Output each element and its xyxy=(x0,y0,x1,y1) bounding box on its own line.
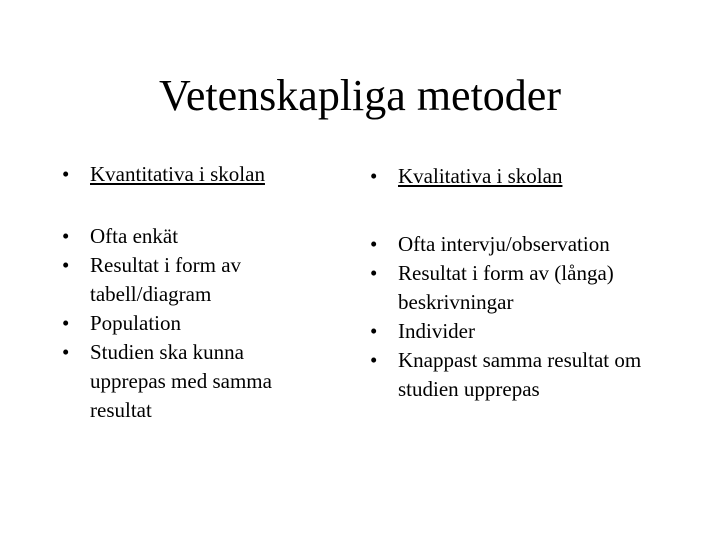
right-column xyxy=(366,0,656,540)
left-heading-item xyxy=(58,160,348,189)
left-bullet-list xyxy=(58,222,308,425)
bullet-icon: • xyxy=(370,164,378,188)
list-item-text: Knappast samma resultat om studien upprepas xyxy=(398,348,642,401)
list-item-text: Population xyxy=(90,311,182,335)
list-item-text: Individer xyxy=(398,319,475,343)
right-heading-list xyxy=(366,162,666,191)
list-item-text: Ofta enkät xyxy=(90,224,179,248)
left-heading: Kvantitativa i skolan xyxy=(90,162,265,186)
list-item xyxy=(366,230,666,259)
bullet-icon: • xyxy=(62,311,70,335)
list-item xyxy=(366,259,666,317)
bullet-icon: • xyxy=(62,162,70,186)
list-item xyxy=(58,338,308,425)
list-item xyxy=(366,346,666,404)
bullet-icon: • xyxy=(370,348,378,372)
list-item xyxy=(58,309,308,338)
bullet-icon: • xyxy=(62,340,70,364)
left-heading-list xyxy=(58,160,348,189)
list-item xyxy=(366,317,666,346)
list-item xyxy=(58,222,308,251)
bullet-icon: • xyxy=(370,232,378,256)
list-item-text: Studien ska kunna upprepas med samma resultat xyxy=(90,340,272,422)
list-item-text: Resultat i form av (långa) beskrivningar xyxy=(398,261,614,314)
bullet-icon: • xyxy=(62,253,70,277)
list-item xyxy=(58,251,308,309)
right-heading: Kvalitativa i skolan xyxy=(398,164,563,188)
right-heading-item xyxy=(366,162,666,191)
right-bullet-list xyxy=(366,230,666,404)
list-item-text: Ofta intervju/observation xyxy=(398,232,610,256)
bullet-icon: • xyxy=(370,261,378,285)
bullet-icon: • xyxy=(370,319,378,343)
list-item-text: Resultat i form av tabell/diagram xyxy=(90,253,242,306)
slide-title: Vetenskapliga metoder xyxy=(159,71,561,120)
left-column xyxy=(58,0,348,540)
bullet-icon: • xyxy=(62,224,70,248)
